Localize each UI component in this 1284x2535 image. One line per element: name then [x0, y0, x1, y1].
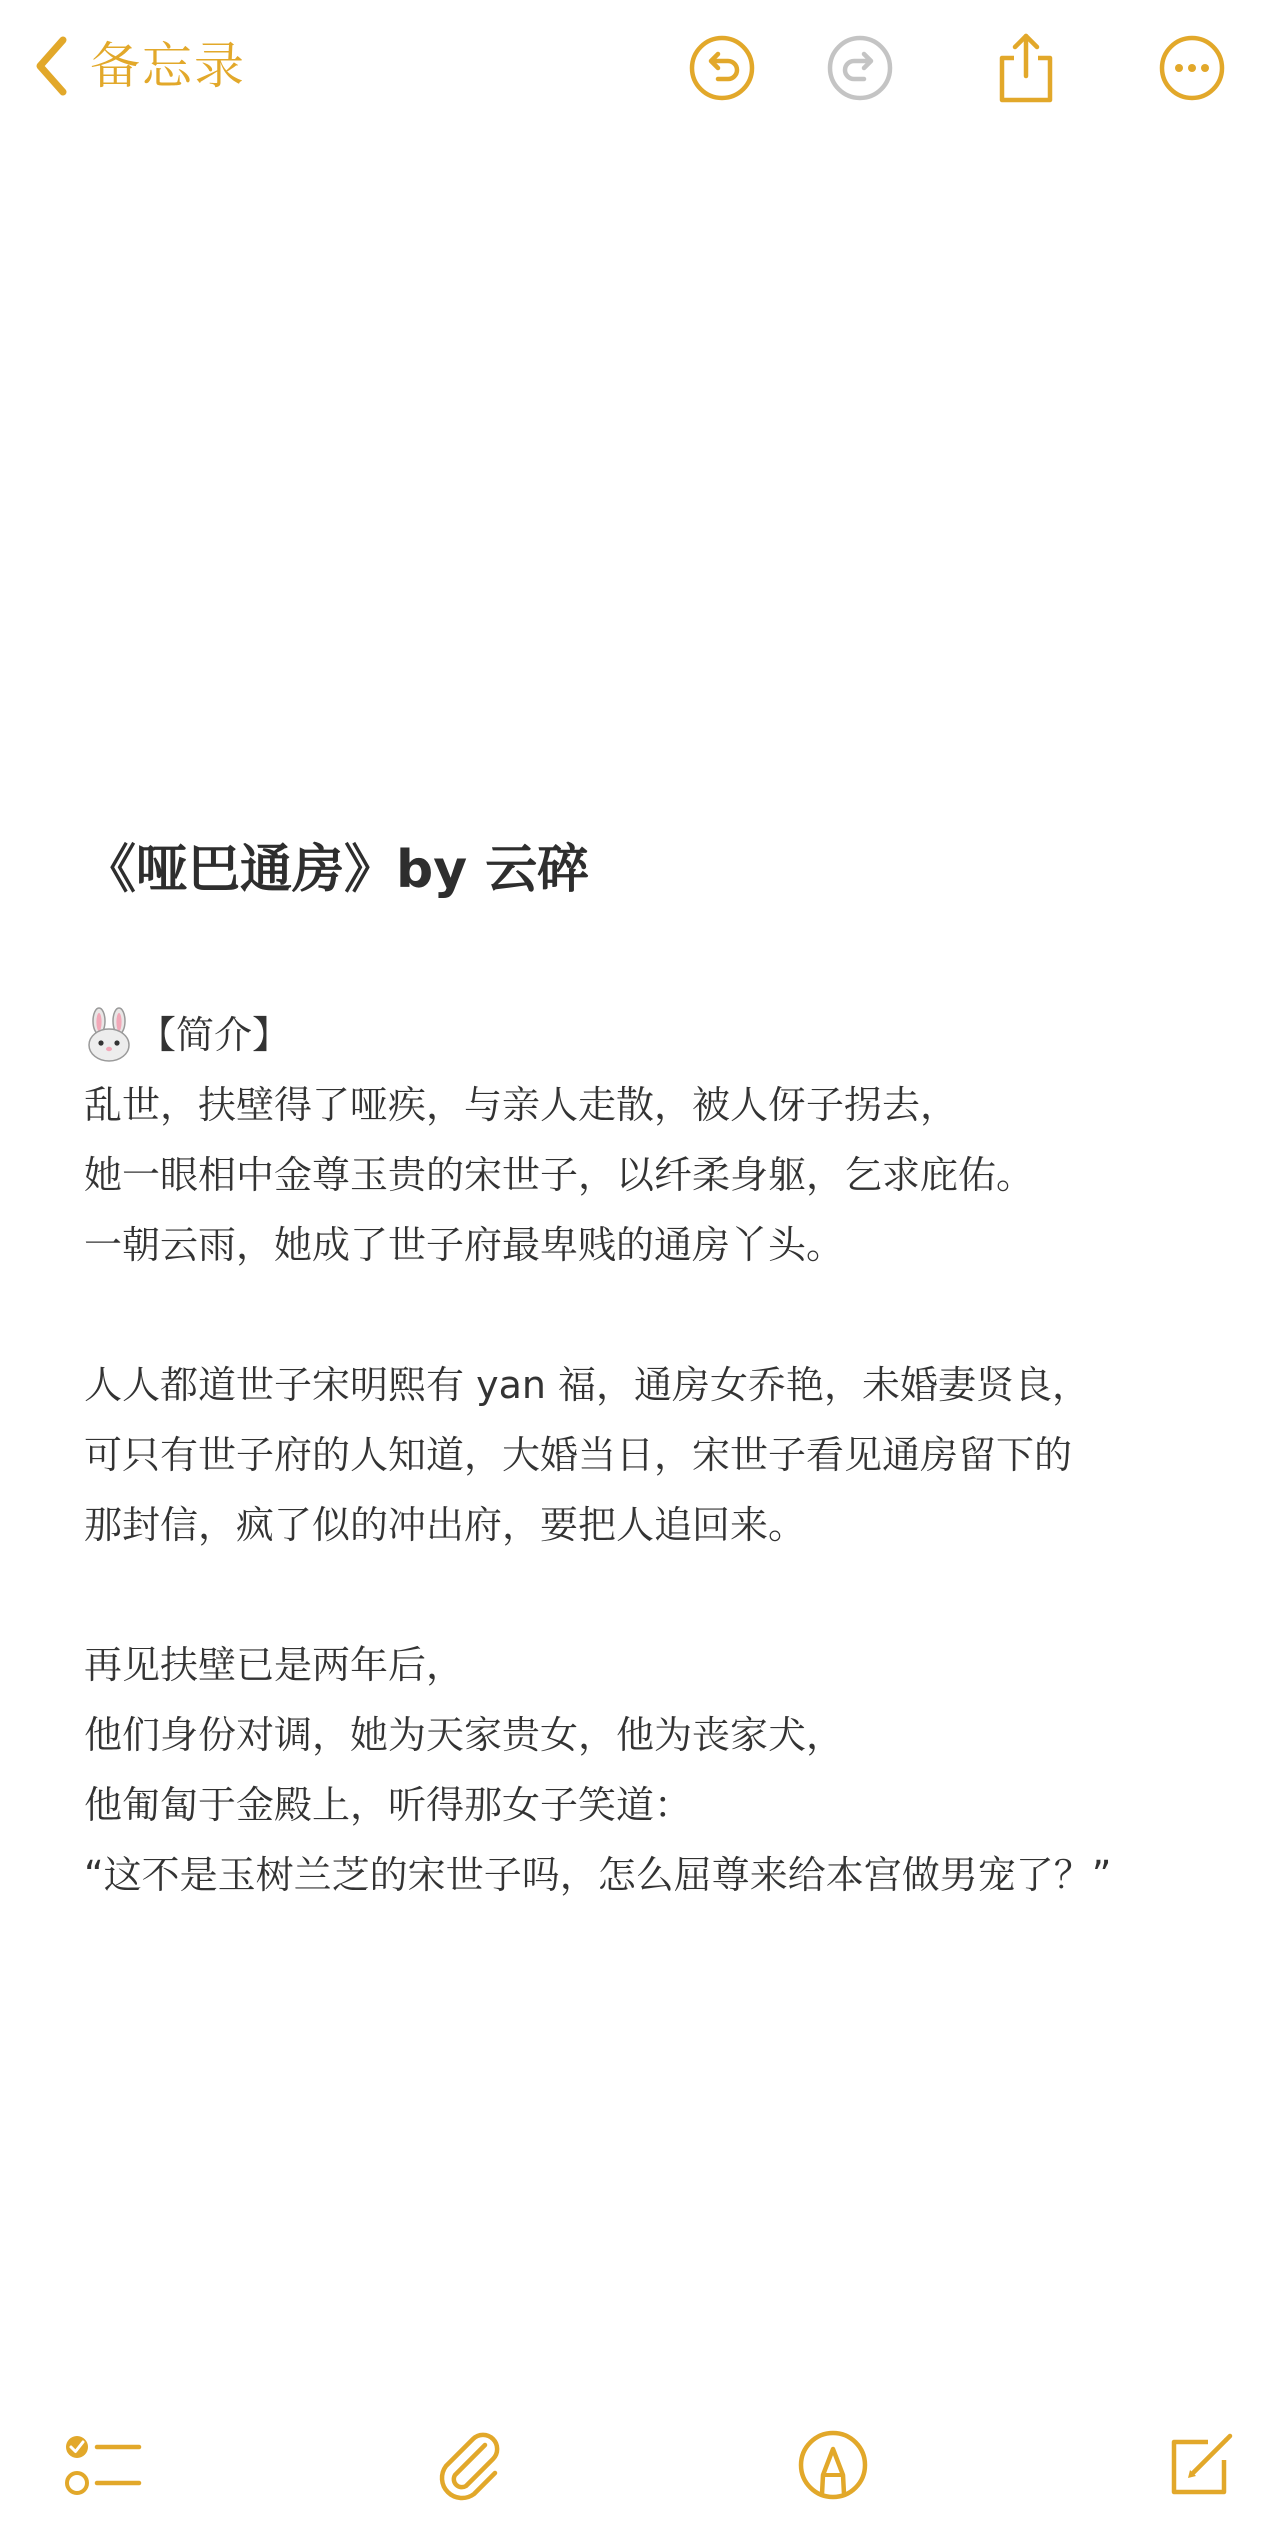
share-icon: [994, 30, 1058, 106]
compose-icon: [1162, 2428, 1236, 2502]
synopsis-line: 她一眼相中金尊玉贵的宋世子，以纤柔身躯，乞求庇佑。: [84, 1153, 1035, 1197]
synopsis-line: 人人都道世子宋明熙有 yan 福，通房女乔艳，未婚妻贤良，: [84, 1363, 1091, 1407]
markup-pen-icon: [796, 2428, 870, 2502]
chevron-left-icon: [34, 35, 68, 97]
paragraph-gap: [84, 1560, 1224, 1630]
note-title: 《哑巴通房》by 云碎: [84, 840, 590, 900]
redo-icon: [826, 34, 894, 102]
attach-button[interactable]: [424, 2420, 514, 2510]
top-navigation-bar: [0, 0, 1284, 140]
intro-section-heading: [84, 1000, 1224, 1070]
rabbit-face-icon: [84, 1007, 134, 1063]
share-button[interactable]: [988, 30, 1064, 106]
checklist-button[interactable]: [58, 2420, 148, 2510]
redo-button[interactable]: [822, 30, 898, 106]
paperclip-icon: [429, 2425, 509, 2505]
synopsis-line: 他匍匐于金殿上，听得那女子笑道：: [84, 1783, 693, 1827]
back-button[interactable]: [34, 34, 246, 98]
intro-label: 【简介】: [138, 1013, 291, 1057]
paragraph-gap: [84, 1280, 1224, 1350]
synopsis-line: 那封信，疯了似的冲出府，要把人追回来。: [84, 1503, 807, 1547]
synopsis-line: 他们身份对调，她为天家贵女，他为丧家犬，: [84, 1713, 845, 1757]
synopsis-line: 再见扶壁已是两年后，: [84, 1643, 465, 1687]
note-body[interactable]: [84, 830, 1224, 1910]
undo-icon: [688, 34, 756, 102]
more-options-button[interactable]: [1154, 30, 1230, 106]
synopsis-line: 一朝云雨，她成了世子府最卑贱的通房丫头。: [84, 1223, 845, 1267]
synopsis-line: “这不是玉树兰芝的宋世子吗，怎么屈尊来给本宫做男宠了？”: [84, 1853, 1112, 1897]
more-icon: [1158, 34, 1226, 102]
synopsis-line: 乱世，扶壁得了哑疾，与亲人走散，被人伢子拐去，: [84, 1083, 959, 1127]
compose-button[interactable]: [1154, 2420, 1244, 2510]
checklist-icon: [63, 2429, 143, 2501]
back-button-label: 备忘录: [90, 37, 246, 95]
undo-button[interactable]: [684, 30, 760, 106]
markup-button[interactable]: [788, 2420, 878, 2510]
bottom-toolbar: [0, 2420, 1284, 2535]
synopsis-line: 可只有世子府的人知道，大婚当日，宋世子看见通房留下的: [84, 1433, 1073, 1477]
